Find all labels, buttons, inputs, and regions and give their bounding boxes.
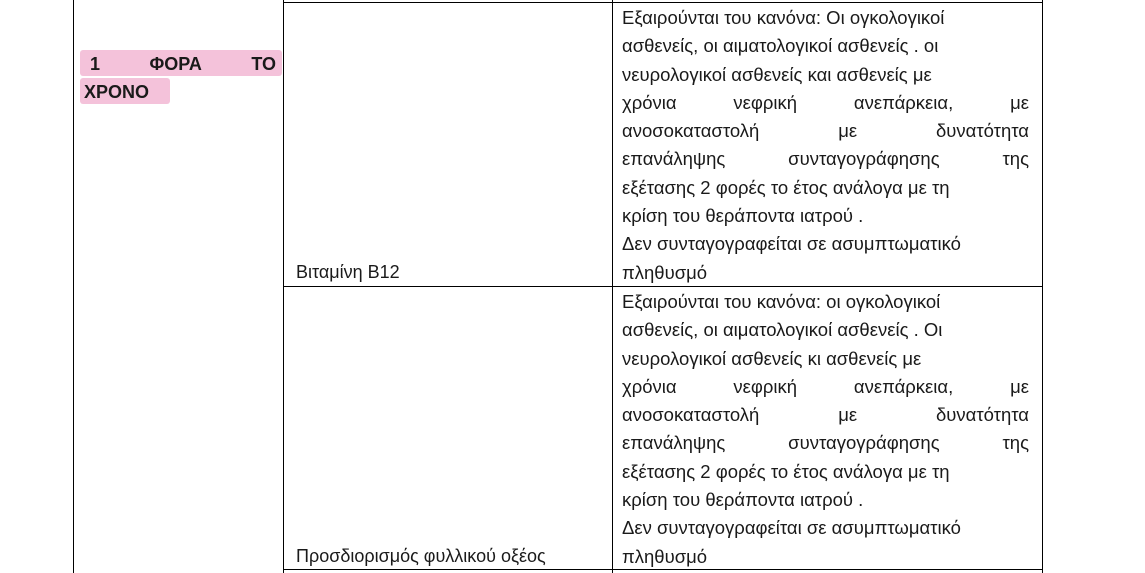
description-line: πληθυσμό	[622, 545, 708, 567]
description-word: ανοσοκαταστολή	[622, 404, 760, 426]
description-line: νευρολογικοί ασθενείς και ασθενείς με	[622, 63, 932, 85]
description-word: με	[1010, 375, 1029, 397]
description-word: χρόνια	[622, 91, 677, 113]
frequency-line-2: ΧΡΟΝΟ	[84, 82, 150, 102]
description-word: με	[838, 404, 858, 426]
description-cell	[622, 288, 1029, 571]
description-line: Δεν συνταγογραφείται σε ασυμπτωματικό	[622, 233, 961, 255]
description-word: επανάληψης	[622, 148, 726, 170]
description-word: νεφρική	[733, 91, 798, 113]
description-word: συνταγογράφησης	[788, 432, 940, 454]
description-cell	[622, 4, 1029, 287]
description-line	[622, 373, 1029, 401]
row-top-border	[283, 2, 1043, 3]
frequency-word: ΦΟΡΑ	[149, 54, 202, 74]
description-word: ανοσοκαταστολή	[622, 120, 760, 142]
frequency-word: 1	[90, 54, 101, 74]
description-word: επανάληψης	[622, 432, 726, 454]
description-word: νεφρική	[733, 375, 798, 397]
description-line: Δεν συνταγογραφείται σε ασυμπτωματικό	[622, 517, 961, 539]
description-word: της	[1002, 432, 1029, 454]
description-line: ασθενείς, οι αιματολογικοί ασθενείς . οι	[622, 35, 939, 57]
description-line: πληθυσμό	[622, 261, 708, 283]
description-line: νευρολογικοί ασθενείς κι ασθενείς με	[622, 347, 922, 369]
test-name-b12: Βιταμίνη Β12	[296, 262, 400, 282]
description-line: κρίση του θεράποντα ιατρού .	[622, 205, 864, 227]
test-name-folate: Προσδιορισμός φυλλικού οξέος	[296, 546, 546, 566]
frequency-line-1	[84, 50, 276, 78]
frequency-word: ΤΟ	[251, 54, 276, 74]
description-word: χρόνια	[622, 375, 677, 397]
description-word: δυνατότητα	[935, 120, 1029, 142]
table-border-left	[73, 0, 74, 573]
description-line	[622, 429, 1029, 457]
description-line: εξέτασης 2 φορές το έτος ανάλογα με τη	[622, 176, 950, 198]
description-word: δυνατότητα	[935, 404, 1029, 426]
description-word: συνταγογράφησης	[788, 148, 940, 170]
description-line	[622, 117, 1029, 145]
description-line: Εξαιρούνται του κανόνα: οι ογκολογικοί	[622, 291, 941, 312]
description-line	[622, 145, 1029, 173]
description-word: με	[1010, 91, 1029, 113]
description-line: εξέτασης 2 φορές το έτος ανάλογα με τη	[622, 460, 950, 482]
description-word: ανεπάρκεια,	[853, 375, 954, 397]
description-line	[622, 401, 1029, 429]
frequency-label	[84, 50, 282, 106]
description-line: Εξαιρούνται του κανόνα: Οι ογκολογικοί	[622, 7, 945, 28]
description-line	[622, 89, 1029, 117]
description-line: κρίση του θεράποντα ιατρού .	[622, 489, 864, 511]
description-word: της	[1002, 148, 1029, 170]
description-line: ασθενείς, οι αιματολογικοί ασθενείς . Οι	[622, 319, 943, 341]
description-word: ανεπάρκεια,	[853, 91, 954, 113]
description-word: με	[838, 120, 858, 142]
